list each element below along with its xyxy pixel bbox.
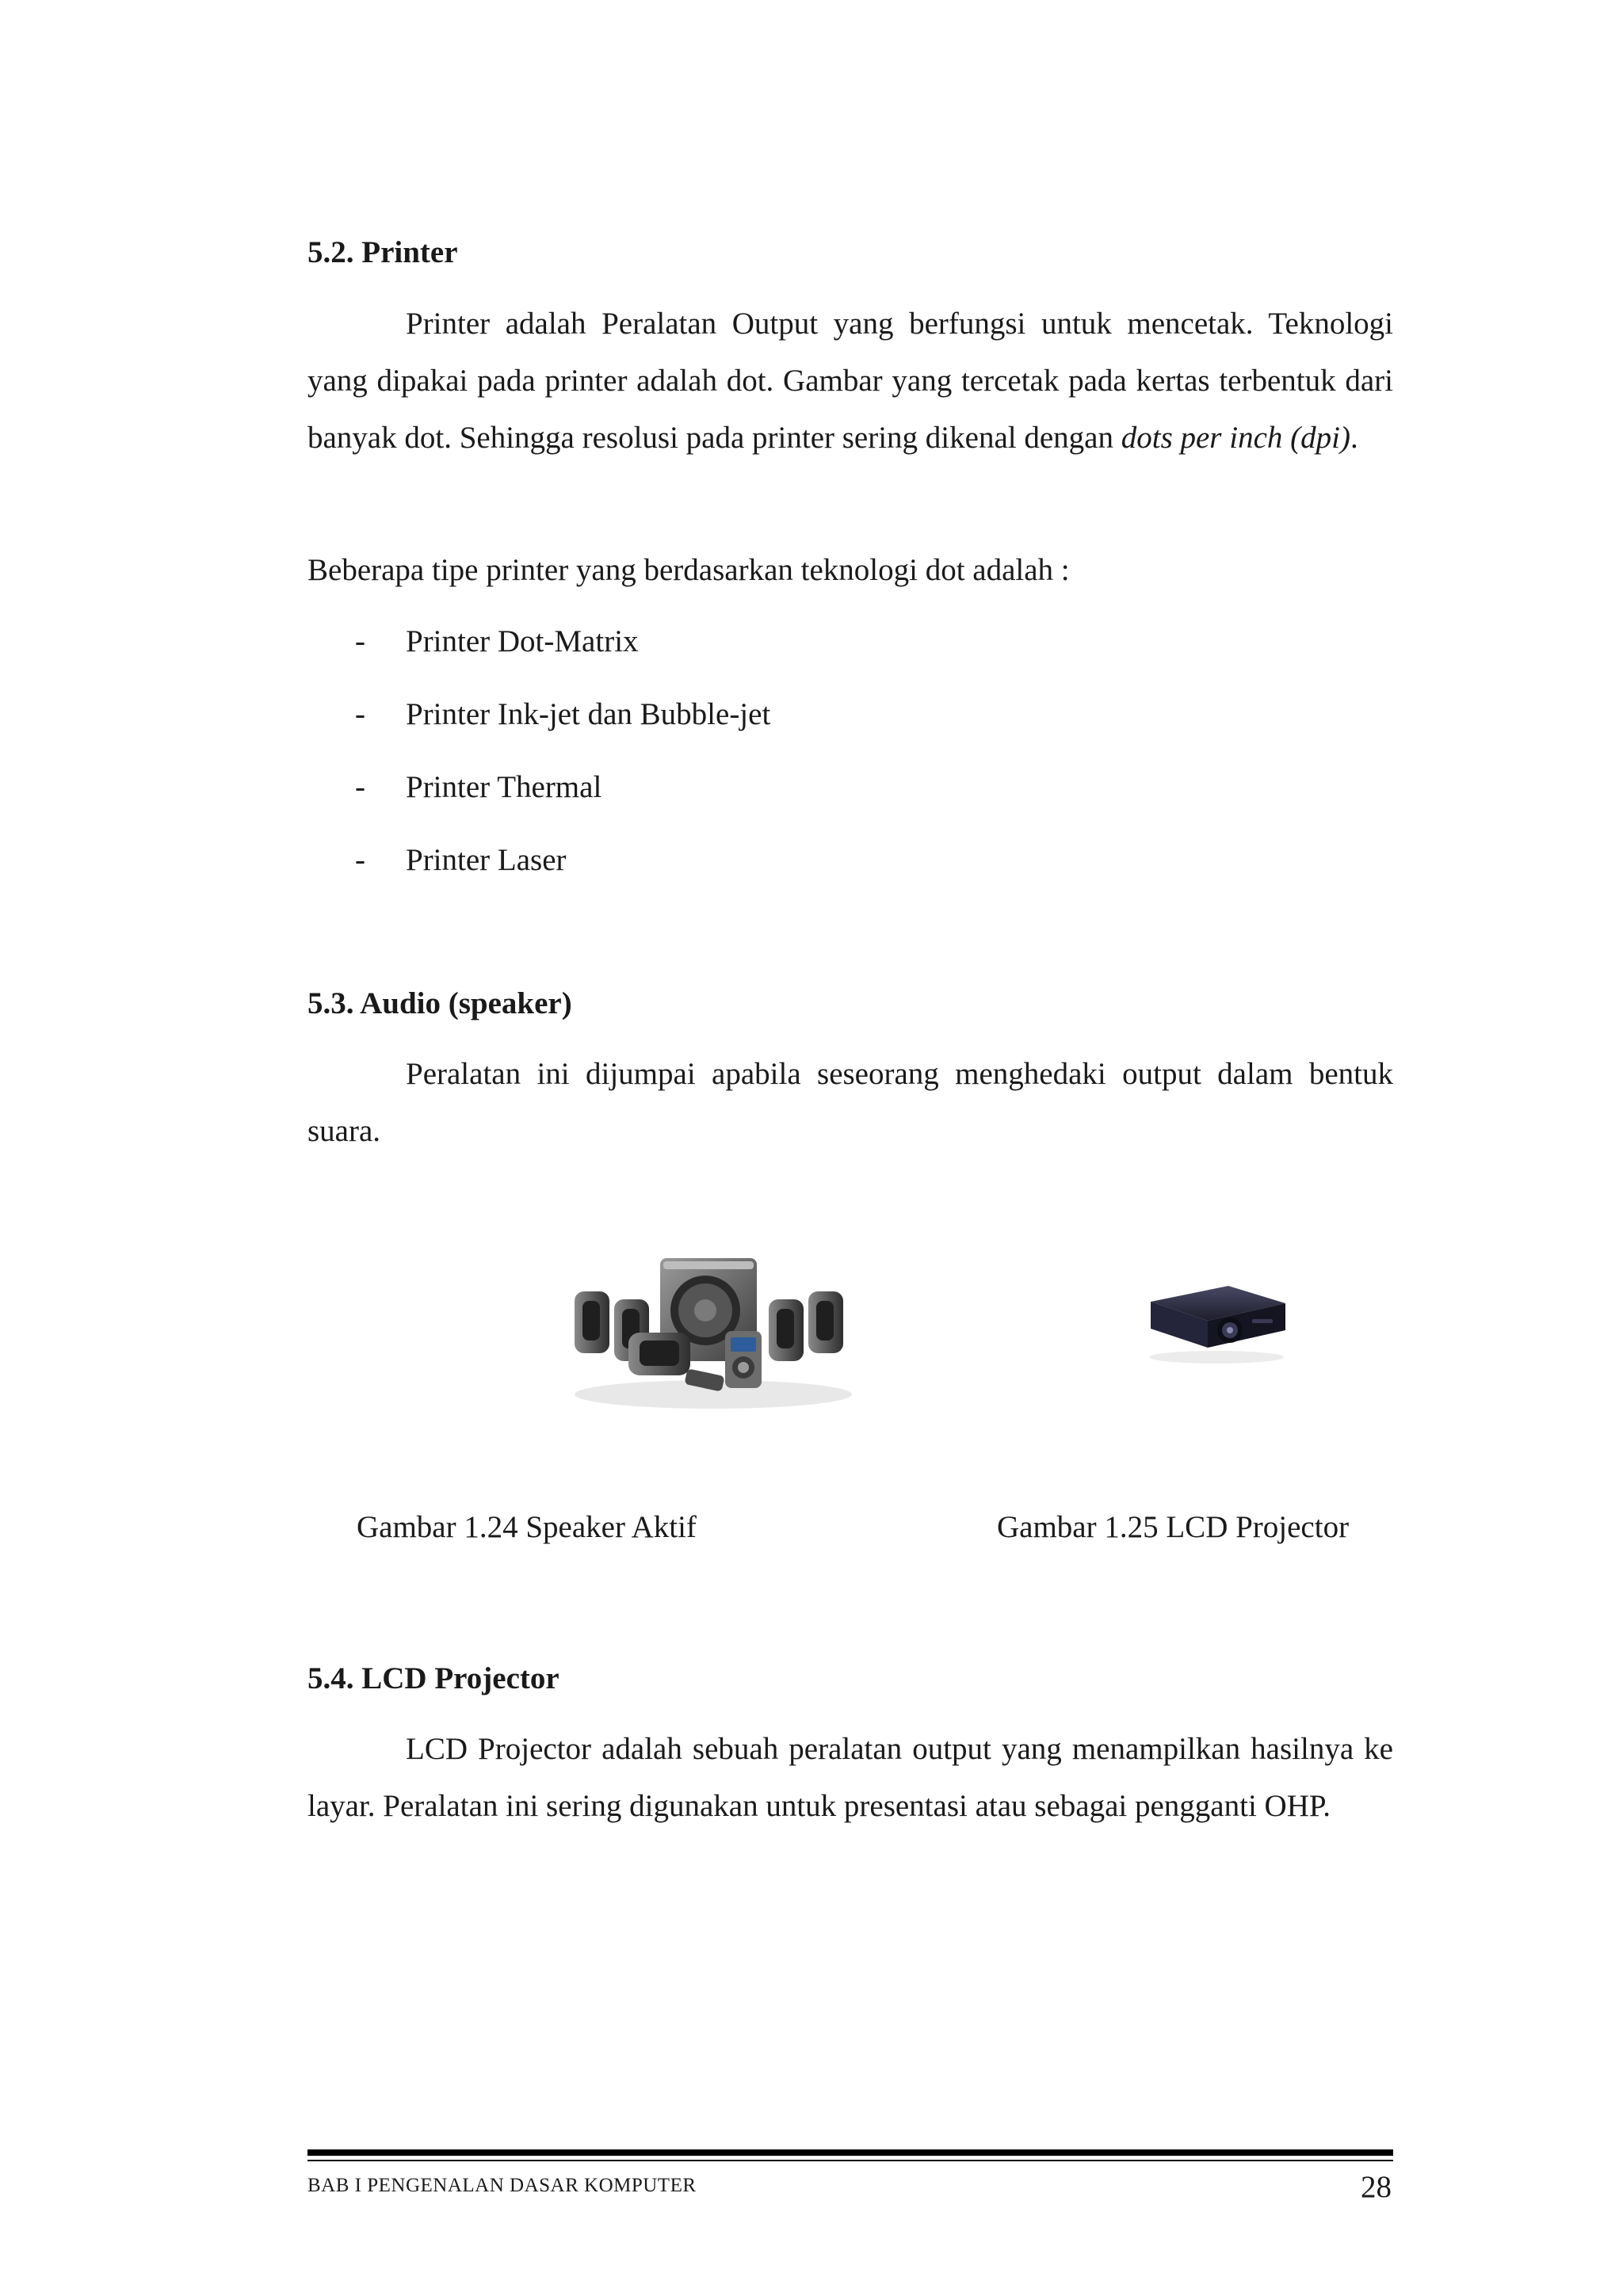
- list-dash: -: [355, 843, 365, 877]
- list-item: [307, 618, 770, 691]
- footer-rule-thin: [307, 2160, 1393, 2161]
- list-item-text: Printer Thermal: [406, 770, 602, 804]
- printer-paragraph-end: .: [1350, 421, 1358, 455]
- printer-paragraph-text: Printer adalah Peralatan Output yang berfungsi untuk mencetak. Teknologi yang dipakai pada printer adalah dot. Gambar yang tercetak pada kertas terbentuk dari banyak dot. Sehingga resolusi pada printer sering dikenal dengan: [307, 307, 1393, 455]
- section-heading-printer: 5.2. Printer: [307, 235, 458, 269]
- speaker-figure-caption: Gambar 1.24 Speaker Aktif: [357, 1510, 697, 1544]
- audio-paragraph: Peralatan ini dijumpai apabila seseorang menghedaki output dalam bentuk suara.: [307, 1057, 1393, 1148]
- printer-types-list: [307, 618, 770, 910]
- footer-rule: [307, 2149, 1393, 2156]
- list-dash: -: [355, 770, 365, 804]
- section-heading-lcd-projector: 5.4. LCD Projector: [307, 1661, 559, 1695]
- lcd-projector-image: [1141, 1272, 1292, 1367]
- list-dash: -: [355, 697, 365, 731]
- footer-chapter-title: BAB I PENGENALAN DASAR KOMPUTER: [307, 2175, 697, 2196]
- section-heading-audio: 5.3. Audio (speaker): [307, 986, 572, 1020]
- list-item: [307, 764, 770, 837]
- list-item: [307, 691, 770, 764]
- projector-figure-caption: Gambar 1.25 LCD Projector: [997, 1510, 1350, 1544]
- speaker-system-image: [567, 1244, 860, 1418]
- list-dash: -: [355, 624, 365, 658]
- list-item-text: Printer Dot-Matrix: [406, 624, 639, 658]
- printer-types-intro: Beberapa tipe printer yang berdasarkan teknologi dot adalah :: [307, 553, 1070, 587]
- list-item-text: Printer Ink-jet dan Bubble-jet: [406, 697, 771, 731]
- dpi-term: dots per inch (dpi): [1121, 421, 1350, 455]
- page-number: 28: [1361, 2170, 1392, 2204]
- list-item-text: Printer Laser: [406, 843, 567, 877]
- printer-paragraph: [307, 296, 1393, 467]
- list-item: [307, 837, 770, 910]
- lcd-projector-paragraph: LCD Projector adalah sebuah peralatan output yang menampilkan hasilnya ke layar. Peralatan ini sering digunakan untuk presentasi atau sebagai pengganti OHP.: [307, 1732, 1393, 1823]
